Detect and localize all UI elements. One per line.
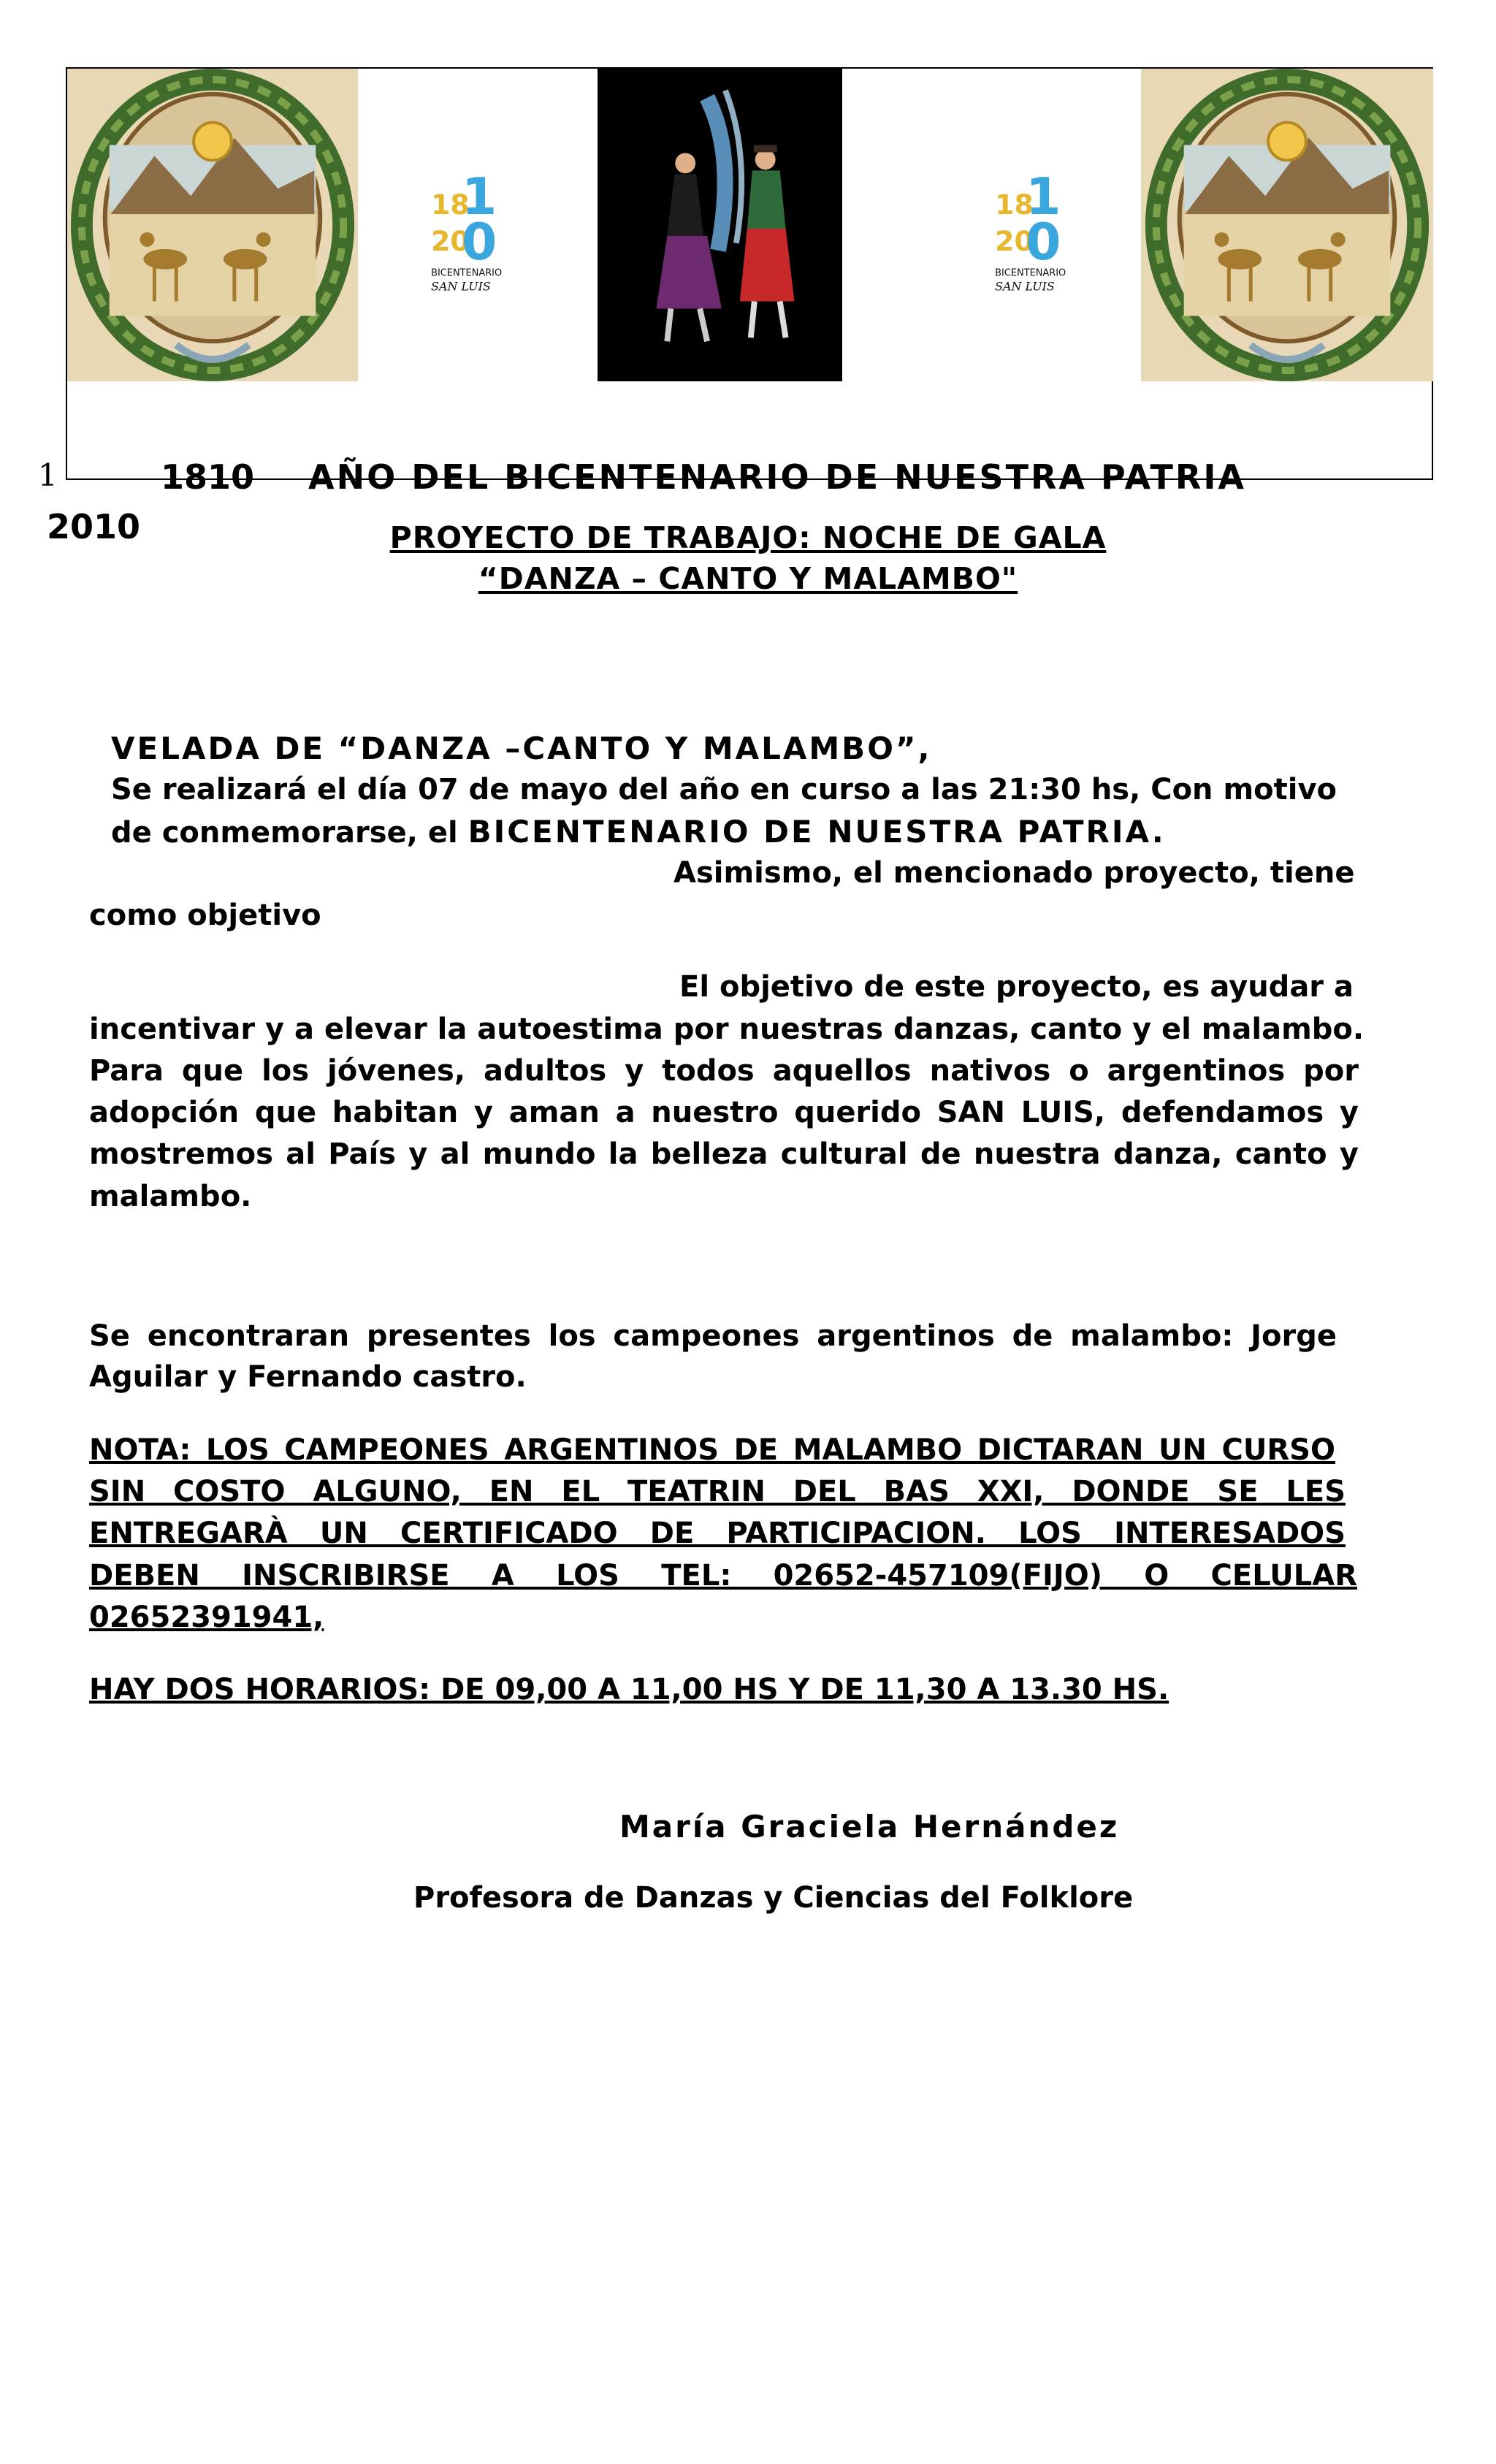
svg-text:BICENTENARIO: BICENTENARIO [431, 267, 503, 279]
header-year-start: 1810 [161, 457, 255, 497]
horarios-line: HAY DOS HORARIOS: DE 09,00 A 11,00 HS Y DE 11,30 A 13.30 HS. [89, 1673, 1169, 1706]
project-subtitle: “DANZA – CANTO Y MALAMBO" [478, 561, 1018, 596]
campeones-line-1: Se encontraran presentes los campeones argentinos de malambo: Jorge [89, 1319, 1337, 1353]
svg-text:1: 1 [1025, 167, 1061, 227]
conmemorarse-line [111, 814, 1166, 850]
svg-text:18: 18 [995, 188, 1034, 221]
san-luis-seal-left [67, 69, 358, 381]
bicentenario-logo-left [358, 69, 541, 381]
svg-text:BICENTENARIO: BICENTENARIO [995, 267, 1066, 279]
svg-text:18: 18 [431, 188, 470, 221]
folk-dancers-image [598, 69, 842, 381]
bicentenario-logo-icon [929, 69, 1112, 381]
svg-text:SAN LUIS: SAN LUIS [995, 279, 1055, 294]
velada-title: VELADA DE “DANZA –CANTO Y MALAMBO”, [111, 731, 932, 766]
objetivo-line-4: adopción que habitan y aman a nuestro querido SAN LUIS, defendamos y [89, 1096, 1359, 1129]
objetivo-line-3: Para que los jóvenes, adultos y todos aquellos nativos o argentinos por [89, 1054, 1359, 1088]
svg-text:SAN LUIS: SAN LUIS [431, 279, 491, 294]
project-title: PROYECTO DE TRABAJO: NOCHE DE GALA [389, 520, 1107, 555]
objetivo-line-1: El objetivo de este proyecto, es ayudar a [679, 970, 1354, 1004]
svg-text:0: 0 [1025, 212, 1061, 272]
coat-of-arms-icon [67, 69, 358, 381]
svg-text:0: 0 [461, 212, 497, 272]
svg-text:1: 1 [461, 167, 497, 227]
header-year-end: 2010 [47, 507, 141, 546]
dancers-icon [598, 69, 842, 381]
signature-role: Profesora de Danzas y Ciencias del Folklore [413, 1881, 1134, 1915]
como-objetivo: como objetivo [89, 899, 321, 932]
svg-text:20: 20 [431, 224, 470, 257]
header-title: AÑO DEL BICENTENARIO DE NUESTRA PATRIA [308, 457, 1247, 497]
conmemorarse-prefix: de conmemorarse, el [111, 816, 468, 850]
nota-line-1: NOTA: LOS CAMPEONES ARGENTINOS DE MALAMBO DICTARAN UN CURSO [89, 1433, 1335, 1467]
objetivo-line-2: incentivar y a elevar la autoestima por nuestras danzas, canto y el malambo. [89, 1012, 1365, 1046]
bicentenario-logo-right [929, 69, 1112, 381]
objetivo-line-5: mostremos al País y al mundo la belleza cultural de nuestra danza, canto y [89, 1137, 1359, 1171]
san-luis-seal-right [1141, 69, 1433, 381]
date-line: Se realizará el día 07 de mayo del año en curso a las 21:30 hs, Con motivo [111, 773, 1337, 806]
bicentenario-emphasis: BICENTENARIO DE NUESTRA PATRIA. [468, 814, 1166, 850]
coat-of-arms-icon [1141, 69, 1433, 381]
header-number: 1 [38, 457, 58, 493]
objetivo-line-6: malambo. [89, 1180, 252, 1213]
nota-line-3: ENTREGARÀ UN CERTIFICADO DE PARTICIPACION. LOS INTERESADOS [89, 1517, 1346, 1550]
signature-name: María Graciela Hernández [619, 1809, 1120, 1845]
nota-line-5: 02652391941, [89, 1601, 324, 1634]
nota-line-2: SIN COSTO ALGUNO, EN EL TEATRIN DEL BAS XXI, DONDE SE LES [89, 1475, 1346, 1508]
campeones-line-2: Aguilar y Fernando castro. [89, 1360, 527, 1394]
nota-line-4: DEBEN INSCRIBIRSE A LOS TEL: 02652-457109(FIJO) O CELULAR [89, 1559, 1357, 1593]
bicentenario-logo-icon [358, 69, 541, 381]
asimismo-line: Asimismo, el mencionado proyecto, tiene [673, 856, 1355, 890]
svg-text:20: 20 [995, 224, 1034, 257]
